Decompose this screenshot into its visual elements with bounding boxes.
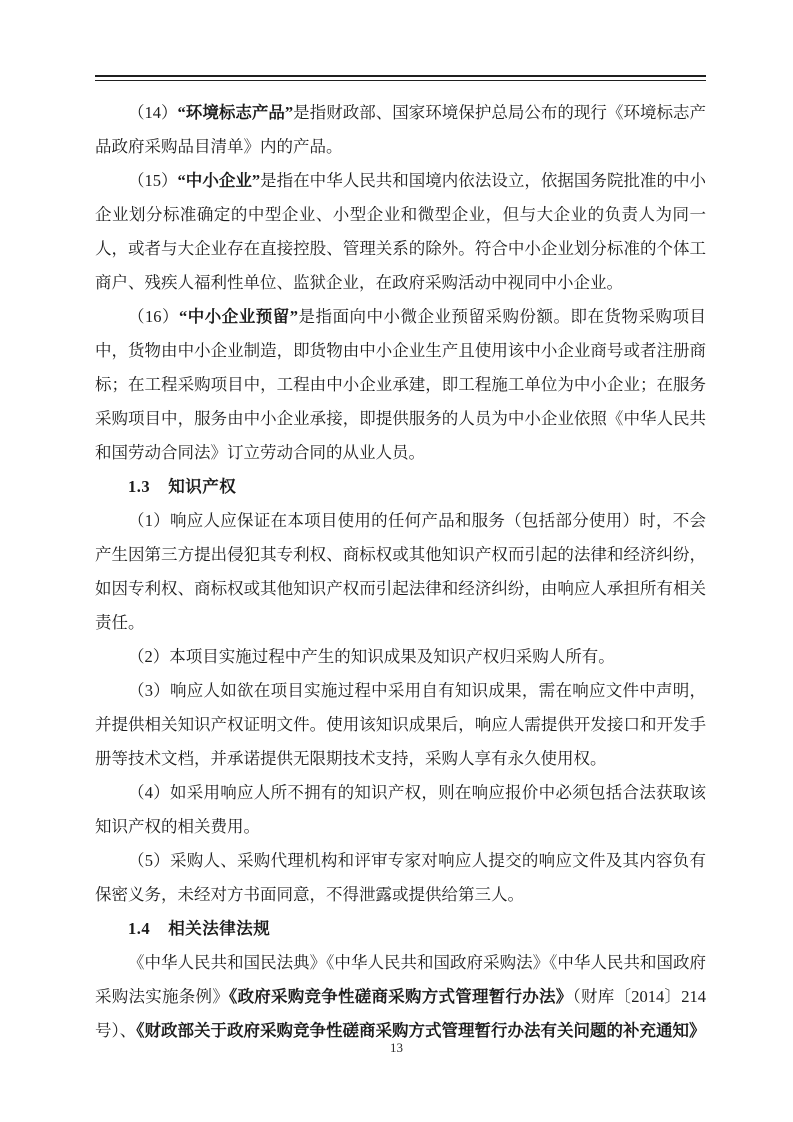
text-run: 是指财政部、国家环境保护总局公布的现行《环境标志产品政府采购品目清单》内的产品。 xyxy=(95,103,707,156)
text-run: 《中华人民共和国民法典》《中华人民共和国政府采购法》《中华人民共和国政府采购法实施条例》 xyxy=(95,953,706,1006)
text-run: （14） xyxy=(128,103,178,122)
paragraph-definition-16 xyxy=(95,300,706,470)
text-run: （16） xyxy=(128,307,179,326)
text-run: 《财政部关于政府采购竞争性磋商采购方式管理暂行办法有关问题的补充通知》 xyxy=(136,1022,706,1040)
heading-title: 知识产权 xyxy=(168,478,237,496)
paragraph-definition-14 xyxy=(95,96,706,164)
text-run: 《政府采购竞争性磋商采购方式管理暂行办法》 xyxy=(229,988,573,1006)
text-run: （15） xyxy=(128,171,178,190)
text-run: “中小企业” xyxy=(177,171,261,190)
paragraph-ip-1: （1）响应人应保证在本项目使用的任何产品和服务（包括部分使用）时，不会产生因第三方提出侵犯其专利权、商标权或其他知识产权而引起的法律和经济纠纷，如因专利权、商标权或其他知识产权而引起法律和经济纠纷，由响应人承担所有相关责任。 xyxy=(95,511,706,632)
text-run: “环境标志产品” xyxy=(177,103,294,122)
paragraph-laws xyxy=(95,946,706,1048)
heading-title: 相关法律法规 xyxy=(168,920,271,938)
heading-number: 1.4 xyxy=(128,919,151,938)
text-run: （财库〔2014〕214号）、 xyxy=(95,987,706,1040)
paragraph-ip-3: （3）响应人如欲在项目实施过程中采用自有知识成果，需在响应文件中声明，并提供相关知识产权证明文件。使用该知识成果后，响应人需提供开发接口和开发手册等技术文档，并承诺提供无限期技术支持，采购人享有永久使用权。 xyxy=(95,681,706,768)
text-run: 是指面向中小微企业预留采购份额。即在货物采购项目中，货物由中小企业制造，即货物由中小企业生产且使用该中小企业商号或者注册商标；在工程采购项目中，工程由中小企业承建，即工程施工单位为中小企业；在服务采购项目中，服务由中小企业承接，即提供服务的人员为中小企业依照《中华人民共和国劳动合同法》订立劳动合同的从业人员。 xyxy=(95,307,706,462)
section-heading-1-4 xyxy=(95,912,706,946)
page-number: 13 xyxy=(390,1040,403,1055)
paragraph-ip-2: （2）本项目实施过程中产生的知识成果及知识产权归采购人所有。 xyxy=(128,647,615,666)
paragraph-ip-4: （4）如采用响应人所不拥有的知识产权，则在响应报价中必须包括合法获取该知识产权的相关费用。 xyxy=(95,783,706,836)
text-run: 是指在中华人民共和国境内依法设立，依据国务院批准的中小企业划分标准确定的中型企业、小型企业和微型企业，但与大企业的负责人为同一人，或者与大企业存在直接控股、管理关系的除外。符合中小企业划分标准的个体工商户、残疾人福利性单位、监狱企业，在政府采购活动中视同中小企业。 xyxy=(95,171,707,292)
paragraph-ip-5: （5）采购人、采购代理机构和评审专家对响应人提交的响应文件及其内容负有保密义务，未经对方书面同意，不得泄露或提供给第三人。 xyxy=(95,851,706,904)
paragraph-definition-15 xyxy=(95,164,706,300)
heading-number: 1.3 xyxy=(128,477,151,496)
page-content xyxy=(95,96,706,1048)
section-heading-1-3 xyxy=(95,470,706,504)
header-rule xyxy=(95,75,706,81)
text-run: “中小企业预留” xyxy=(179,307,298,326)
